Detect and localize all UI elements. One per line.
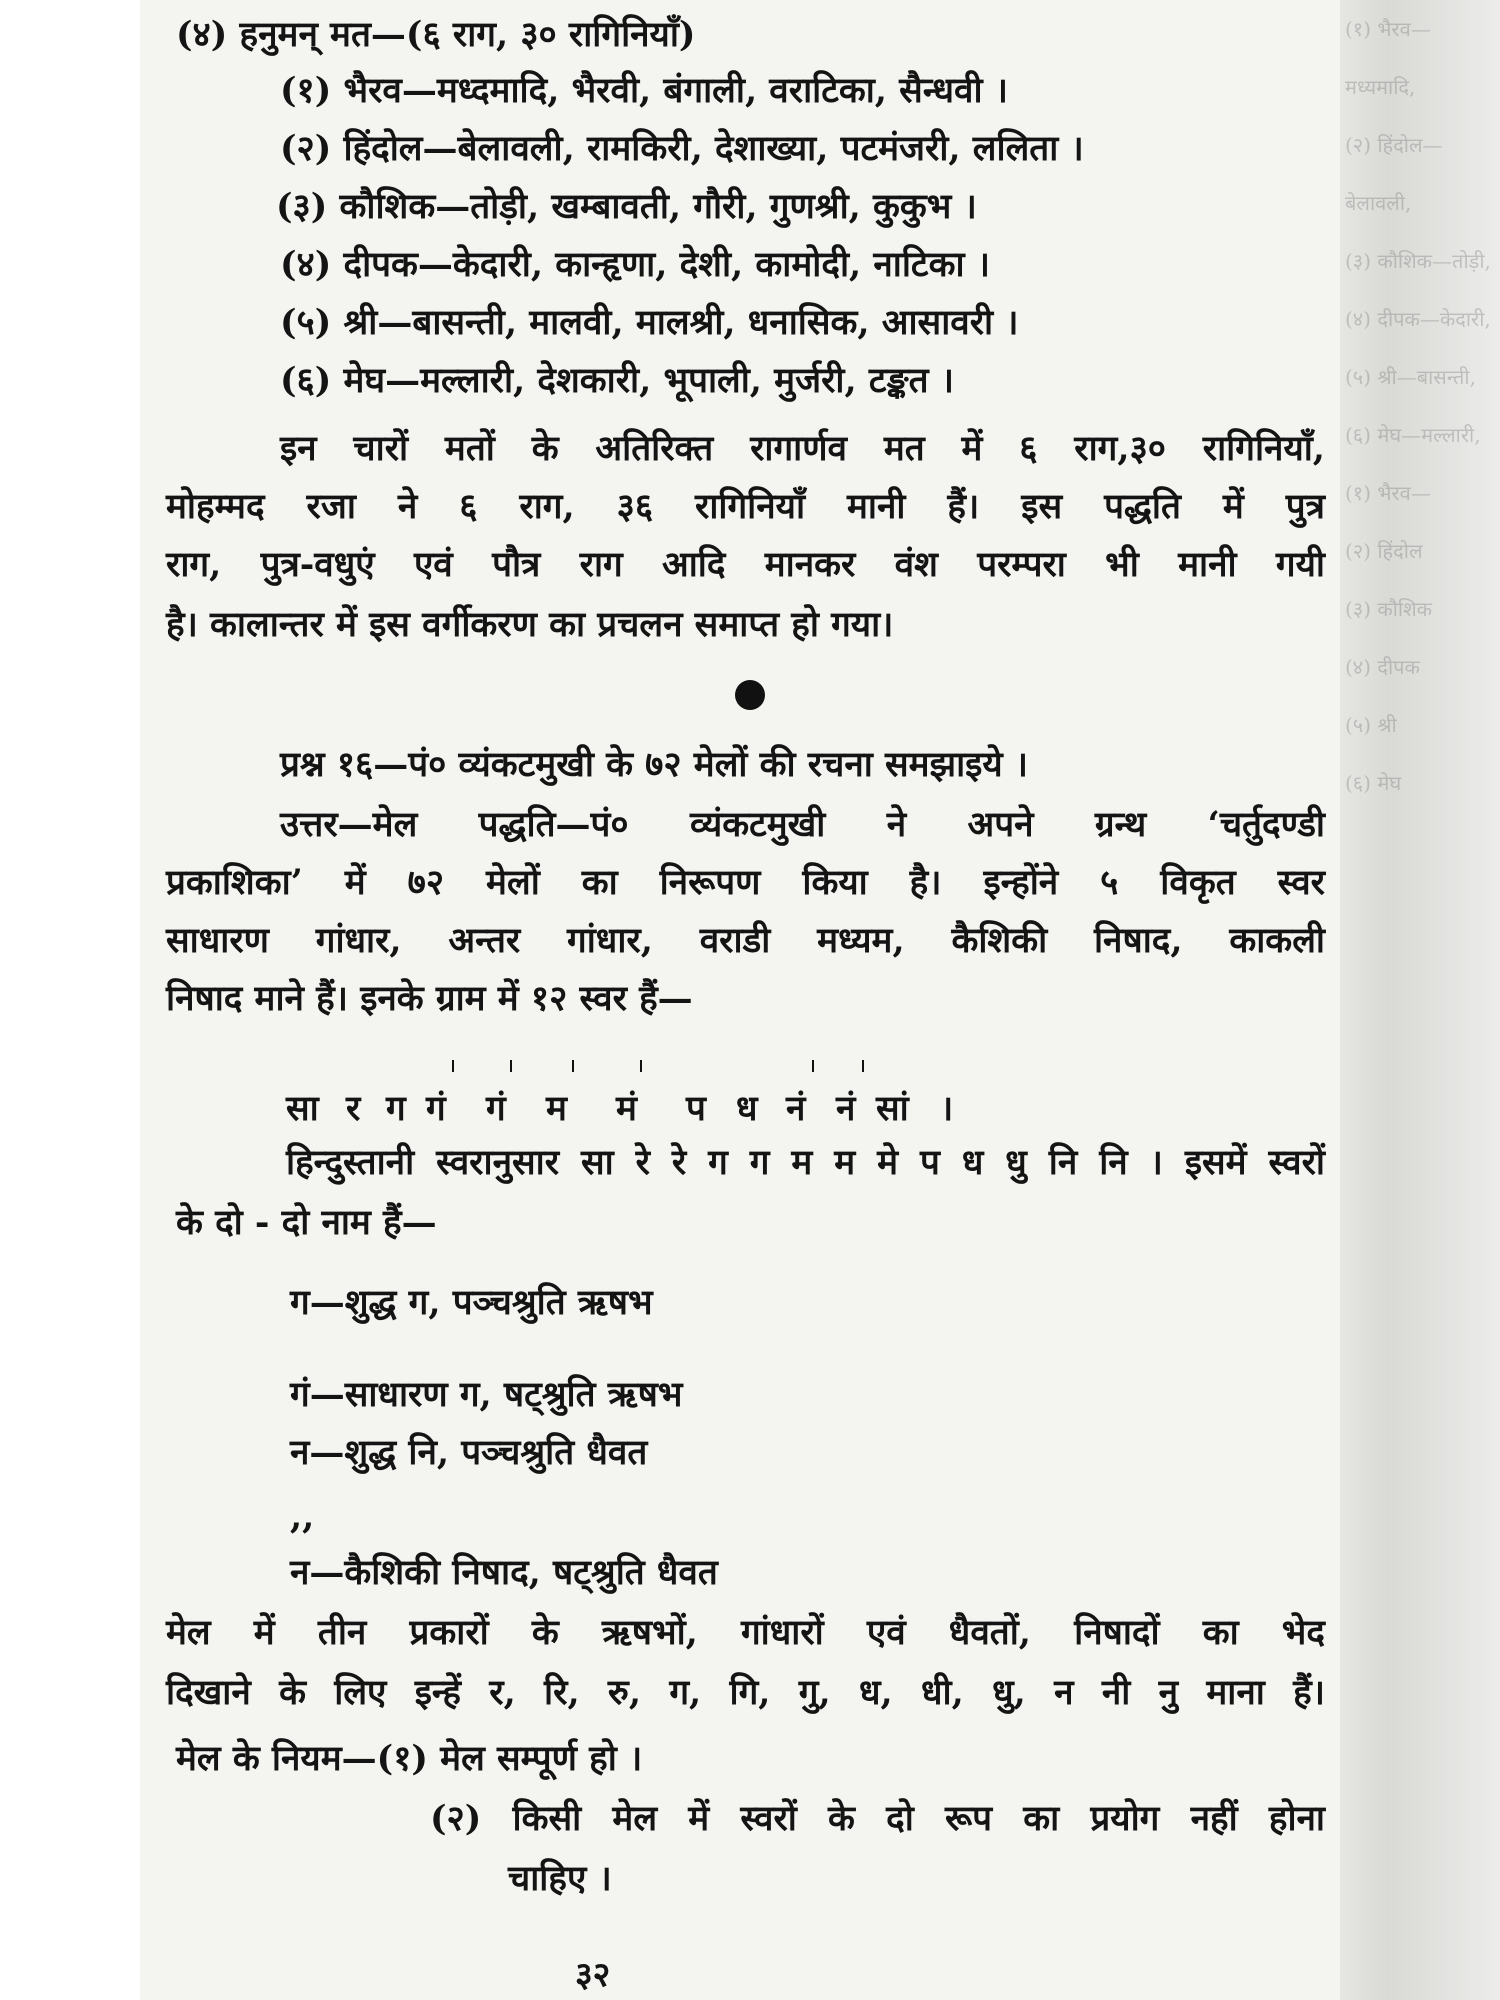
- bleed-through-text: [1345, 0, 1495, 2000]
- definition-item: ग—शुद्ध ग, पञ्चश्रुति ऋषभ: [290, 1282, 653, 1323]
- left-margin: [0, 0, 140, 2000]
- mel-para-line: दिखाने के लिए इन्हें र, रि, रु, ग, गि, गु, ध, धी, धु, न नी नु माना हैं।: [166, 1672, 1325, 1713]
- accent-mark: [640, 1060, 642, 1072]
- bleed-line: (५) श्री—बासन्ती,: [1345, 365, 1476, 389]
- definition-item: न—शुद्ध नि, पञ्चश्रुति धैवत: [290, 1432, 648, 1473]
- paragraph-line: राग, पुत्र-वधुएं एवं पौत्र राग आदि मानकर वंश परम्परा भी मानी गयी: [166, 544, 1325, 585]
- swara-note: म: [546, 1088, 567, 1129]
- paragraph-line: है। कालान्तर में इस वर्गीकरण का प्रचलन समाप्त हो गया।: [166, 604, 894, 645]
- raga-item: (४) दीपक—केदारी, कान्हृणा, देशी, कामोदी, नाटिका ।: [280, 244, 990, 285]
- page-number: ३२: [575, 1955, 611, 1995]
- accent-mark: [510, 1060, 512, 1072]
- raga-item: (२) हिंदोल—बेलावली, रामकिरी, देशाख्या, पटमंजरी, ललिता ।: [280, 128, 1084, 169]
- bleed-line: (३) कौशिक—तोड़ी,: [1345, 249, 1491, 273]
- bleed-line: (१) भैरव—मध्यमादि,: [1345, 17, 1431, 99]
- answer-line: प्रकाशिका’ में ७२ मेलों का निरूपण किया है। इन्होंने ५ विकृत स्वर: [166, 862, 1325, 903]
- swara-note: ।: [940, 1088, 954, 1129]
- swara-note: ध: [736, 1088, 758, 1129]
- accent-mark: [812, 1060, 814, 1072]
- rules-heading: मेल के नियम—(१) मेल सम्पूर्ण हो ।: [176, 1738, 643, 1779]
- swara-note: नं: [786, 1088, 806, 1129]
- swara-note: मं: [616, 1088, 637, 1129]
- section-bullet: [735, 680, 765, 710]
- raga-item: (१) भैरव—मध्दमादि, भैरवी, बंगाली, वराटिका, सैन्धवी ।: [280, 70, 1009, 111]
- swara-note: प: [686, 1088, 706, 1129]
- bleed-line: (१) भैरव—: [1345, 481, 1431, 505]
- raga-item: (५) श्री—बासन्ती, मालवी, मालश्री, धनासिक, आसावरी ।: [280, 302, 1019, 343]
- bleed-line: (२) हिंदोल: [1345, 539, 1423, 563]
- answer-line: साधारण गांधार, अन्तर गांधार, वराडी मध्यम, कैशिकी निषाद, काकली: [166, 920, 1325, 961]
- swara-note: सा: [286, 1088, 319, 1129]
- bleed-line: (३) कौशिक: [1345, 597, 1433, 621]
- swara-note: गं: [486, 1088, 506, 1129]
- bleed-line: (२) हिंदोल—बेलावली,: [1345, 133, 1443, 215]
- book-page: [140, 0, 1340, 2000]
- definition-item: गं—साधारण ग, षट्श्रुति ऋषभ: [290, 1374, 683, 1415]
- rule-line: (२) किसी मेल में स्वरों के दो रूप का प्रयोग नहीं होना: [430, 1798, 1325, 1839]
- definition-item: न—कैशिकी निषाद, षट्श्रुति धैवत: [290, 1552, 718, 1593]
- paragraph-line: मोहम्मद रजा ने ६ राग, ३६ रागिनियाँ मानी हैं। इस पद्धति में पुत्र: [166, 486, 1325, 527]
- swara-note: ग: [386, 1088, 406, 1129]
- raga-item: (३) कौशिक—तोड़ी, खम्बावती, गौरी, गुणश्री, कुकुभ ।: [276, 186, 977, 227]
- swara-note: सां: [876, 1088, 909, 1129]
- bleed-line: (४) दीपक—केदारी,: [1345, 307, 1491, 331]
- paragraph-line: इन चारों मतों के अतिरिक्त रागार्णव मत में ६ राग,३० रागिनियाँ,: [280, 428, 1325, 469]
- bleed-line: (६) मेघ—मल्लारी,: [1345, 423, 1481, 447]
- accent-mark: [862, 1060, 864, 1072]
- ditto-mark: ,,: [290, 1496, 315, 1537]
- accent-mark: [572, 1060, 574, 1072]
- question-heading: प्रश्न १६—पं० व्यंकटमुखी के ७२ मेलों की रचना समझाइये ।: [280, 744, 1029, 785]
- bleed-line: (६) मेघ: [1345, 771, 1402, 795]
- answer-line: उत्तर—मेल पद्धति—पं० व्यंकटमुखी ने अपने ग्रन्थ ‘चर्तुदण्डी: [280, 804, 1325, 845]
- two-names-line: के दो - दो नाम हैं—: [176, 1202, 437, 1243]
- bleed-line: (४) दीपक: [1345, 655, 1420, 679]
- accent-mark: [452, 1060, 454, 1072]
- swara-note: नं: [836, 1088, 856, 1129]
- raga-item: (६) मेघ—मल्लारी, देशकारी, भूपाली, मुर्जरी, टङ्कत ।: [280, 360, 955, 401]
- hindustani-line: हिन्दुस्तानी स्वरानुसार सा रे रे ग ग म म मे प ध धु नि नि । इसमें स्वरों: [286, 1142, 1325, 1183]
- bleed-line: (५) श्री: [1345, 713, 1397, 737]
- swara-note: गं: [426, 1088, 446, 1129]
- rule-line: चाहिए ।: [508, 1858, 612, 1899]
- section-heading: (४) हनुमन् मत—(६ राग, ३० रागिनियाँ): [176, 14, 696, 55]
- mel-para-line: मेल में तीन प्रकारों के ऋषभों, गांधारों एवं धैवतों, निषादों का भेद: [166, 1612, 1325, 1653]
- swara-note: र: [346, 1088, 361, 1129]
- answer-line: निषाद माने हैं। इनके ग्राम में १२ स्वर हैं—: [166, 978, 693, 1019]
